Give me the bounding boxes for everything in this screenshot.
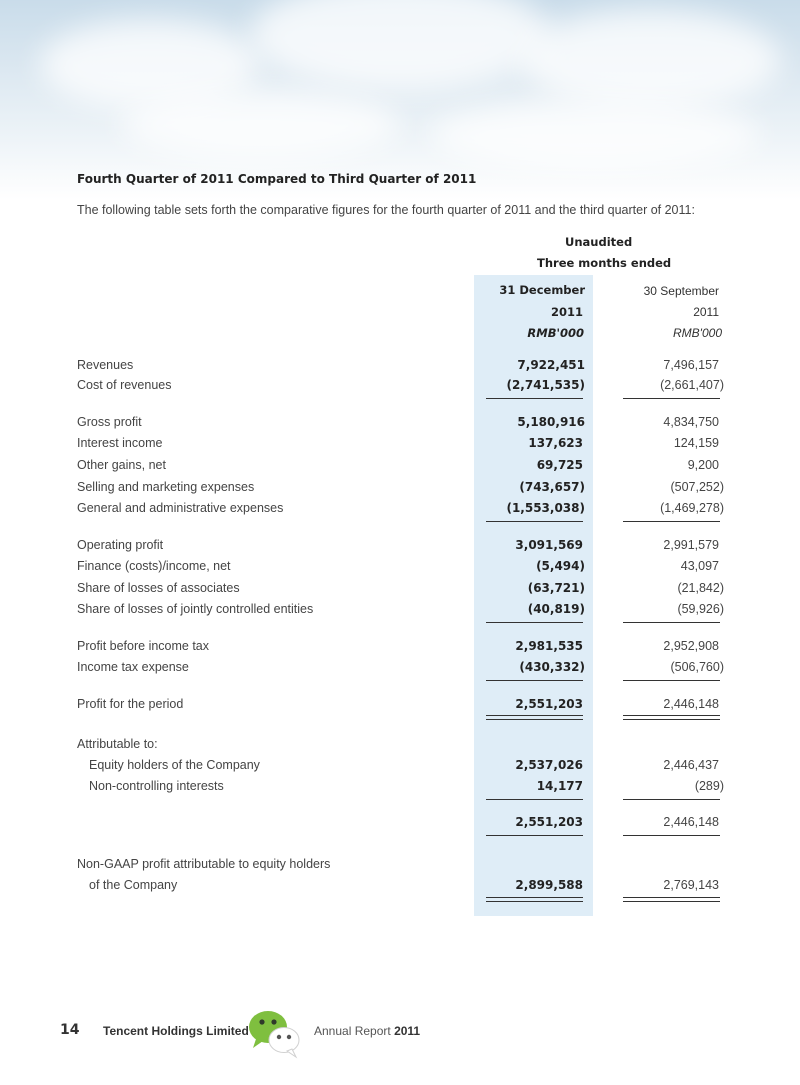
total-double-rule	[486, 719, 583, 720]
row-value-q4: (5,494)	[536, 559, 585, 573]
row-label: Revenues	[77, 358, 134, 372]
subtotal-rule	[486, 835, 583, 836]
header-period: Three months ended	[537, 256, 672, 270]
section-title: Fourth Quarter of 2011 Compared to Third Quarter of 2011	[77, 172, 477, 186]
row-label: Interest income	[77, 436, 163, 450]
row-label: Profit for the period	[77, 697, 184, 711]
row-value-q4: (63,721)	[527, 581, 585, 595]
subtotal-rule	[623, 521, 720, 522]
row-value-q3: 9,200	[687, 458, 719, 472]
row-value-q4: 2,537,026	[515, 758, 583, 772]
subtotal-rule	[623, 622, 720, 623]
report-title	[314, 1024, 420, 1038]
total-double-rule	[486, 901, 583, 902]
cloud	[430, 100, 760, 170]
subtotal-rule	[623, 680, 720, 681]
row-value-q4: 2,551,203	[515, 697, 583, 711]
row-value-q3: (59,926)	[677, 602, 724, 616]
page-number: 14	[60, 1022, 80, 1038]
total-double-rule	[486, 897, 583, 898]
intro-text: The following table sets forth the comparative figures for the fourth quarter of 2011 and the third quarter of 2011:	[77, 203, 695, 217]
total-double-rule	[486, 715, 583, 716]
subtotal-rule	[623, 398, 720, 399]
subtotal-rule	[623, 835, 720, 836]
row-label: of the Company	[89, 878, 178, 892]
row-value-q4: 2,981,535	[515, 639, 583, 653]
wechat-logo-icon	[246, 1003, 304, 1061]
row-value-q3: 2,446,437	[663, 758, 719, 772]
header-col2-year: 2011	[693, 305, 719, 319]
row-label: Profit before income tax	[77, 639, 210, 653]
row-label: Other gains, net	[77, 458, 166, 472]
row-value-q4: 2,551,203	[515, 815, 583, 829]
header-unaudited: Unaudited	[565, 235, 633, 249]
row-value-q3: 2,769,143	[663, 878, 719, 892]
row-value-q4: (40,819)	[527, 602, 585, 616]
cloud	[120, 90, 400, 160]
row-label: Non-controlling interests	[89, 779, 224, 793]
row-value-q3: (21,842)	[677, 581, 724, 595]
header-col2-unit: RMB'000	[673, 326, 722, 340]
sky-background	[0, 0, 800, 200]
row-value-q3: 4,834,750	[663, 415, 719, 429]
row-label: Gross profit	[77, 415, 142, 429]
row-value-q3: 2,952,908	[663, 639, 719, 653]
row-label: Non-GAAP profit attributable to equity holders	[77, 857, 331, 871]
row-value-q3: (1,469,278)	[660, 501, 724, 515]
row-label: Attributable to:	[77, 737, 158, 751]
row-value-q3: (506,760)	[670, 660, 724, 674]
cloud	[520, 10, 780, 110]
row-value-q4: (1,553,038)	[506, 501, 585, 515]
subtotal-rule	[486, 799, 583, 800]
row-label: Finance (costs)/income, net	[77, 559, 231, 573]
total-double-rule	[623, 715, 720, 716]
row-value-q3: 2,446,148	[663, 697, 719, 711]
row-value-q3: (289)	[694, 779, 724, 793]
row-label: Cost of revenues	[77, 378, 172, 392]
row-value-q3: 124,159	[673, 436, 719, 450]
row-label: Operating profit	[77, 538, 164, 552]
row-value-q4: (430,332)	[519, 660, 585, 674]
row-value-q3: (2,661,407)	[660, 378, 724, 392]
row-value-q4: (743,657)	[519, 480, 585, 494]
row-value-q3: 2,991,579	[663, 538, 719, 552]
row-label: Share of losses of jointly controlled entities	[77, 602, 314, 616]
report-year: 2011	[394, 1024, 421, 1038]
row-value-q4: 3,091,569	[515, 538, 583, 552]
total-double-rule	[623, 897, 720, 898]
row-label: General and administrative expenses	[77, 501, 284, 515]
row-value-q3: (507,252)	[670, 480, 724, 494]
row-value-q4: 7,922,451	[517, 358, 585, 372]
row-label: Selling and marketing expenses	[77, 480, 255, 494]
total-double-rule	[623, 901, 720, 902]
row-label: Income tax expense	[77, 660, 189, 674]
header-col2-date: 30 September	[643, 284, 719, 298]
subtotal-rule	[486, 622, 583, 623]
row-value-q3: 2,446,148	[663, 815, 719, 829]
cloud	[250, 0, 550, 90]
row-value-q3: 43,097	[680, 559, 719, 573]
subtotal-rule	[486, 521, 583, 522]
row-value-q4: 137,623	[528, 436, 583, 450]
row-value-q4: 5,180,916	[517, 415, 585, 429]
subtotal-rule	[486, 680, 583, 681]
row-value-q4: (2,741,535)	[506, 378, 585, 392]
row-value-q4: 69,725	[536, 458, 583, 472]
report-prefix: Annual Report	[314, 1024, 391, 1038]
subtotal-rule	[623, 799, 720, 800]
total-double-rule	[623, 719, 720, 720]
header-col1-year: 2011	[550, 305, 583, 319]
header-col1-date: 31 December	[499, 283, 585, 297]
row-label: Equity holders of the Company	[89, 758, 260, 772]
row-value-q3: 7,496,157	[663, 358, 719, 372]
subtotal-rule	[486, 398, 583, 399]
row-label: Share of losses of associates	[77, 581, 240, 595]
header-col1-unit: RMB'000	[527, 326, 584, 340]
company-name: Tencent Holdings Limited	[103, 1024, 249, 1038]
row-value-q4: 2,899,588	[515, 878, 583, 892]
row-value-q4: 14,177	[536, 779, 583, 793]
